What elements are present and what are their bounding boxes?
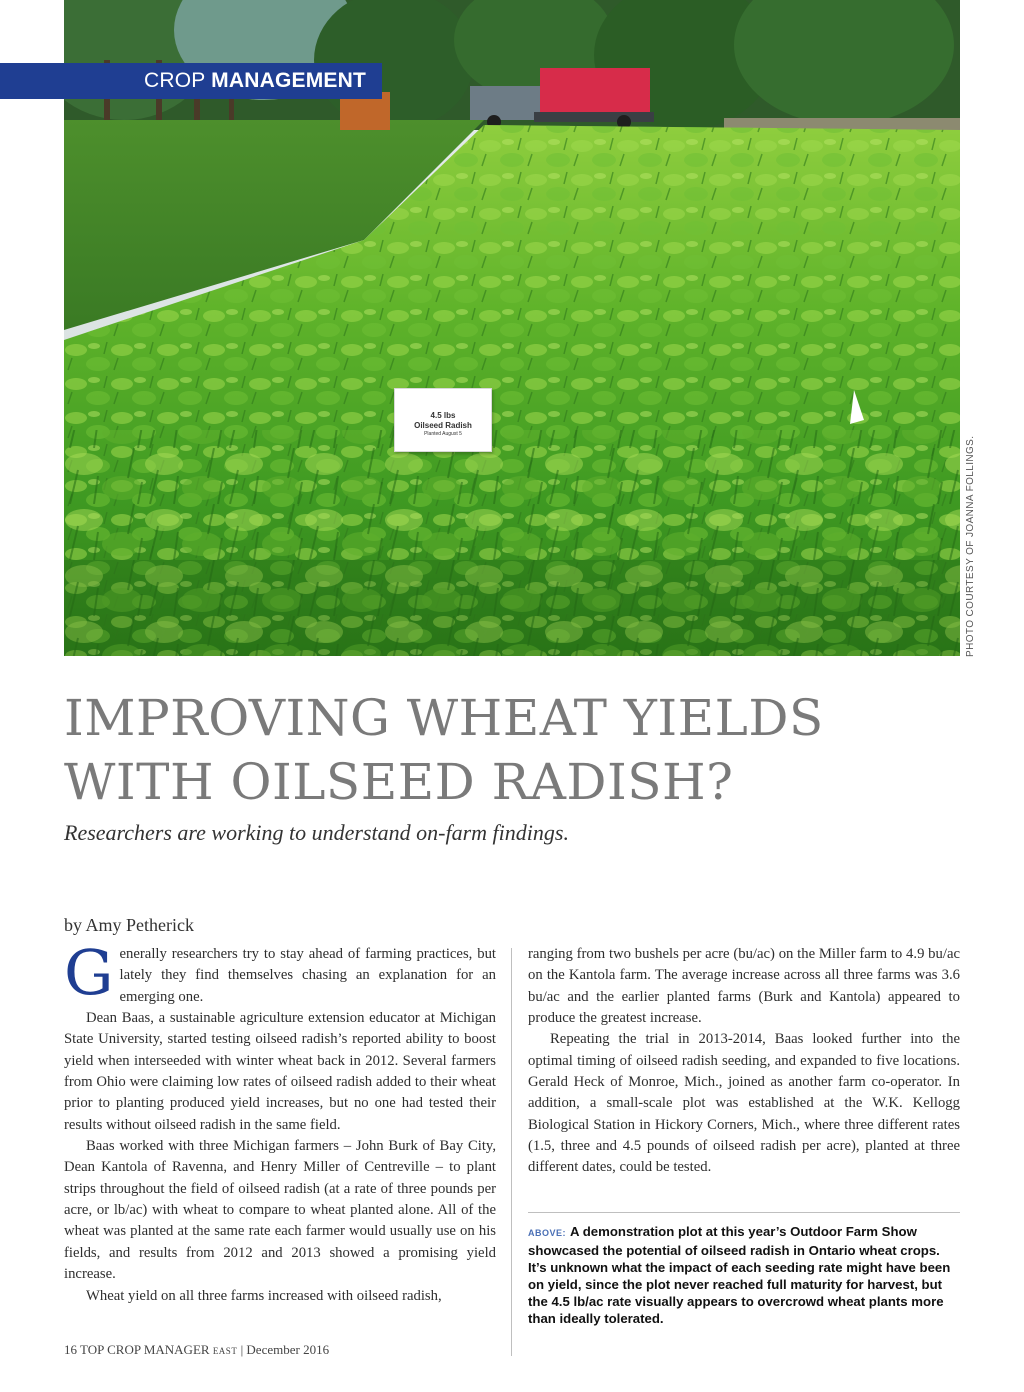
paragraph-3: Baas worked with three Michigan farmers – John Burk of Bay City, Dean Kantola of Ravenna, and Henry Miller of Centreville – to plant strips throughout the field of oilseed radish (at a rate of three pounds per acre, or lb/ac) with wheat to compare to wheat planted alone. All of the wheat was planted at the same rate each farmer would usually use on his fields, and results from 2012 and 2013 showed a promising yield increase. — [64, 1138, 496, 1283]
paragraph-5: ranging from two bushels per acre (bu/ac) on the Miller farm to 4.9 bu/ac on the Kantola farm. The average increase across all three farms was 3.6 bu/ac and the earlier planted farms (Burk and Kantola) appeared to produce the greatest increase. — [528, 946, 960, 1027]
body-column-right — [528, 944, 960, 1179]
magazine-name: TOP CROP MANAGER — [80, 1342, 210, 1357]
body-column-left — [64, 936, 496, 1307]
paragraph-4: Wheat yield on all three farms increased with oilseed radish, — [86, 1287, 442, 1304]
plot-sign-rate: 4.5 lbs — [430, 411, 456, 420]
drop-cap: G — [64, 936, 114, 1009]
paragraph-6: Repeating the trial in 2013-2014, Baas looked further into the optimal timing of oilseed radish seeding, and expanded to five locations. Gerald Heck of Monroe, Mich., joined as another farm co-operator. In addition, a small-scale plot was established at the W.K. Kellogg Biological Station in Hickory Corners, Mich., where three different rates (1.5, three and 4.5 pounds of oilseed radish per acre), planted at three different dates, could be tested. — [528, 1031, 960, 1176]
plot-sign — [394, 388, 492, 452]
paragraph-2: Dean Baas, a sustainable agriculture extension educator at Michigan State University, started testing oilseed radish’s reported ability to boost yield when interseeded with winter wheat back in 2012. Several farmers from Ohio were claiming low rates of oilseed radish added to their wheat prior to planting produced yield increases, but no one had tested their results without oilseed radish in the same field. — [64, 1010, 496, 1133]
paragraph-1-text: enerally researchers try to stay ahead of farming practices, but lately they find themselves chasing an explanation for an emerging one. — [119, 946, 496, 1005]
section-prefix: CROP — [144, 69, 206, 92]
issue-date: December 2016 — [246, 1342, 330, 1357]
photo-caption — [528, 1223, 960, 1327]
caption-text: A demonstration plot at this year’s Outdoor Farm Show showcased the potential of oilseed radish in Ontario wheat crops. It’s unknown what the impact of each seeding rate might have been on yield, since the plot never reached full maturity for harvest, but the 4.5 lb/ac rate visually appears to overcrowd wheat plants more than ideally tolerated. — [528, 1224, 951, 1326]
magazine-edition: EAST — [212, 1346, 238, 1356]
headline-line-2: WITH OILSEED RADISH? — [64, 753, 734, 811]
page-footer — [64, 1340, 329, 1361]
section-banner — [0, 63, 382, 99]
caption-rule — [528, 1212, 960, 1213]
plot-sign-date: Planted August 5 — [424, 431, 462, 437]
headline — [64, 686, 964, 814]
caption-label: ABOVE: — [528, 1228, 567, 1238]
headline-line-1: IMPROVING WHEAT YIELDS — [64, 689, 824, 747]
deck-subtitle: Researchers are working to understand on-farm findings. — [64, 820, 569, 845]
footer-separator: | — [240, 1342, 244, 1357]
plot-sign-crop: Oilseed Radish — [414, 421, 472, 430]
column-divider — [511, 948, 512, 1356]
photo-credit-text: PHOTO COURTESY OF JOANNA FOLLINGS. — [965, 435, 976, 657]
byline: by Amy Petherick — [64, 915, 194, 935]
page-number: 16 — [64, 1342, 77, 1357]
section-name: MANAGEMENT — [211, 69, 366, 92]
paragraph-1 — [64, 936, 496, 1009]
